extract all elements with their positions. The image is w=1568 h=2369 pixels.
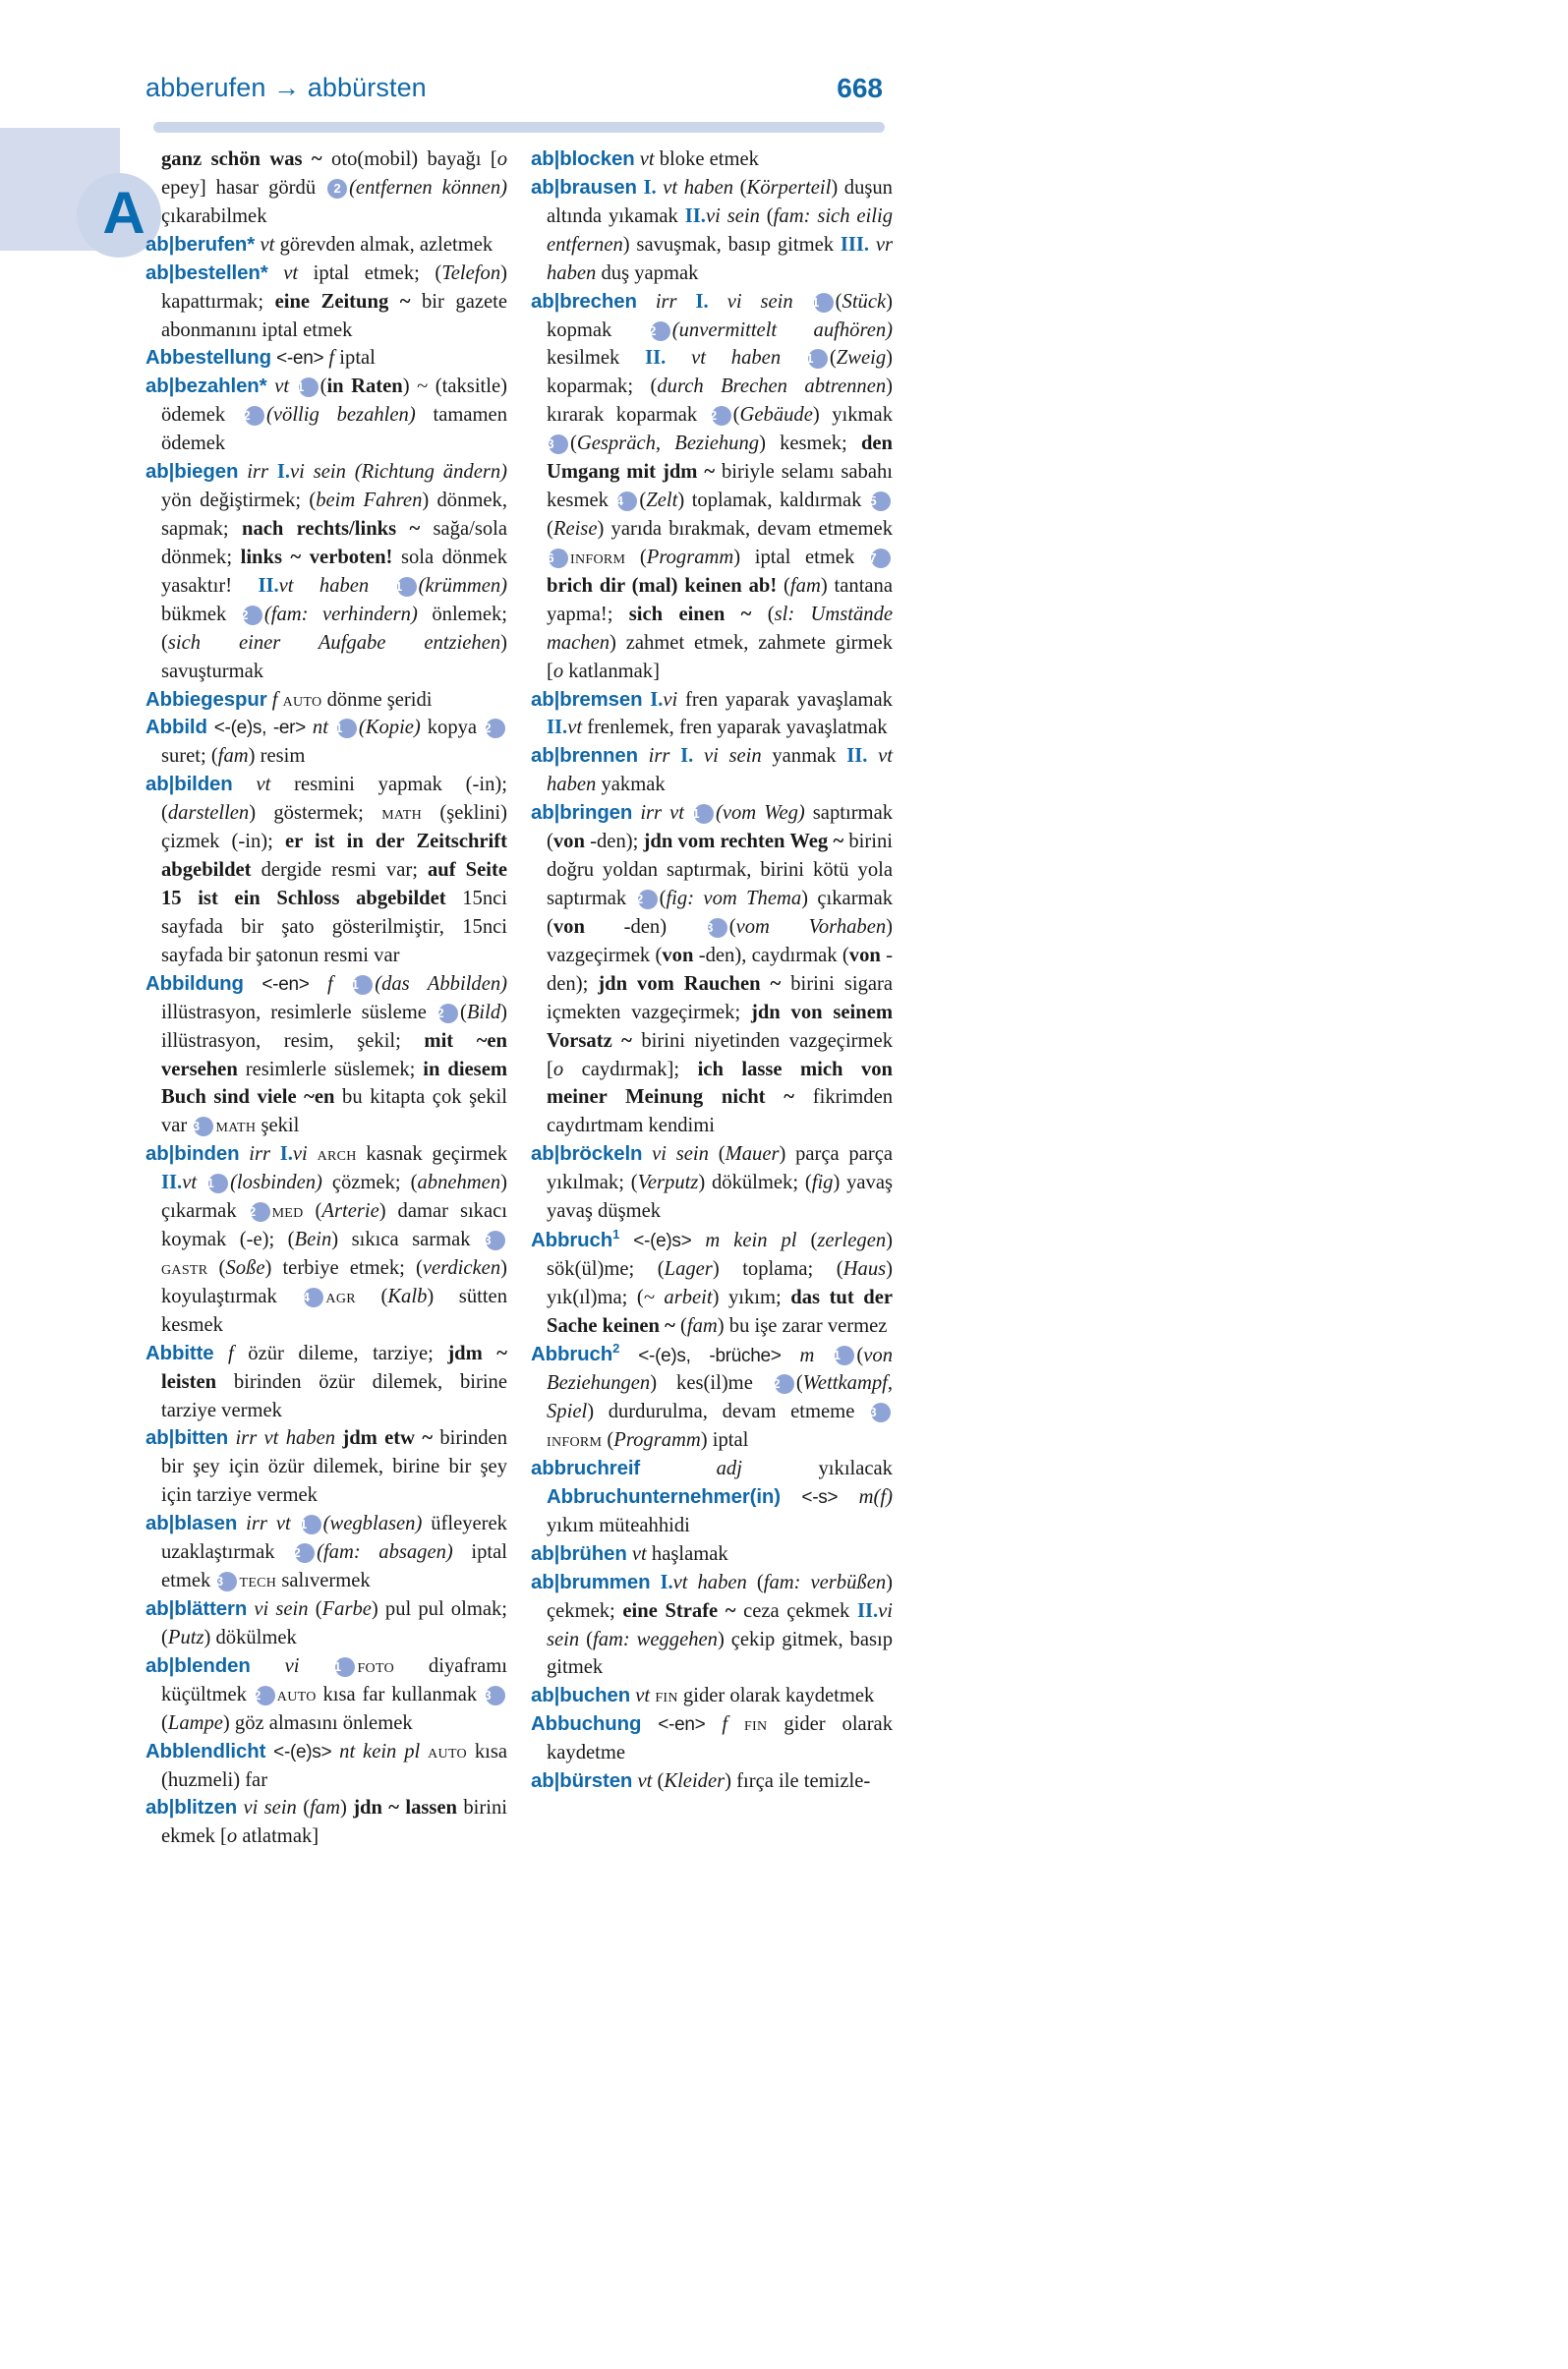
- running-head: abberufen → abbürsten: [145, 73, 427, 102]
- entry-abbruchreif: abbruchreif adj yıkılacak Abbruchunternehmer(in) <-s> m(f) yıkım müteahhidi: [531, 1458, 893, 1536]
- entry-columns: [145, 145, 893, 1851]
- entry-abblasen: ab|blasen irr vt 1 (wegblasen) üfleyerek uzaklaştırmak 2 (fam: absagen) iptal etmek 3 tech salıvermek: [145, 1513, 507, 1592]
- entry-abbitten: ab|bitten irr vt haben jdm etw ~ birinden bir şey için özür dilemek, birine bir şey için tarziye vermek: [145, 1427, 507, 1507]
- entry-abbestellung: Abbestellung <-en> f iptal: [145, 347, 376, 370]
- entry-abbringen: ab|bringen irr vt 1 (vom Weg) saptırmak (von -den); jdn vom rechten Weg ~ birini doğru yoldan saptırmak, birini kötü yola saptırmak 2 (fig: vom Thema) çıkarmak (von -den) 3 (vom Vorhaben) vazgeçirmek (von -den), caydırmak (von -den); jdn vom Rauchen ~ birini sigara içmekten vazgeçirmek; jdn von seinem Vorsatz ~ birini niyetinden vazgeçirmek [o caydırmak]; ich lasse mich von meiner Meinung nicht ~ fikrimden caydırtmam kendimi: [531, 802, 894, 1137]
- entry-abbruehen: ab|brühen vt haşlamak: [531, 1542, 728, 1565]
- entry-cont-abbauen: ganz schön was ~ oto(mobil) bayağı [o epey] hasar gördü 2 (entfernen können) çıkarabilmek: [161, 148, 507, 227]
- dictionary-page: [145, 0, 1568, 2369]
- entry-abblitzen: ab|blitzen vi sein (fam) jdn ~ lassen birini ekmek [o atlatmak]: [145, 1797, 507, 1848]
- entry-abblocken: ab|blocken vt bloke etmek: [531, 148, 759, 170]
- entry-abbinden: ab|binden irr I.vi arch kasnak geçirmek II.vt 1 (losbinden) çözmek; (abnehmen) çıkarmak 2 med (Arterie) damar sıkacı koymak (-e); (Bein) sıkıca sarmak 3gastr (Soße) terbiye etmek; (verdicken) koyulaştırmak 4 agr (Kalb) sütten kesmek: [145, 1143, 507, 1336]
- entry-abbildung: Abbildung <-en> f 1 (das Abbilden) illüstrasyon, resimlerle süsleme 2 (Bild) illüstrasyon, resim, şekil; mit ~en versehen resimlerle süslemek; in diesem Buch sind viele ~en bu kitapta çok şekil var 3 math şekil: [145, 972, 508, 1137]
- entry-abbruch1: Abbruch$^1$ <-(e)s> m kein pl (zerlegen) sök(ül)me; (Lager) toplama; (Haus) yık(ıl)ma; (~ arbeit) yıkım; das tut der Sache keinen ~ (fam) bu işe zarar vermez: [531, 1227, 893, 1337]
- entry-abbestellen: ab|bestellen* vt iptal etmek; (Telefon) kapattırmak; eine Zeitung ~ bir gazete abonmanını iptal etmek: [145, 260, 507, 341]
- entry-abbuchen: ab|buchen vt fin gider olarak kaydetmek: [531, 1685, 875, 1707]
- column-right: [531, 145, 893, 1851]
- page-number: 668: [837, 73, 883, 103]
- entry-abblendlicht: Abblendlicht <-(e)s> nt kein pl auto kısa (huzmeli) far: [145, 1740, 508, 1791]
- entry-abbitte: Abbitte f özür dileme, tarziye; jdm ~ leisten birinden özür dilemek, birine tarziye vermek: [145, 1342, 508, 1421]
- entry-abbremsen: ab|bremsen I.vi fren yaparak yavaşlamak II.vt frenlemek, fren yaparak yavaşlatmak: [531, 688, 893, 739]
- entry-abbrennen: ab|brennen irr I. vi sein yanmak II. vt haben yakmak: [531, 745, 893, 796]
- entry-abbezahlen: ab|bezahlen* vt 1 (in Raten) ~ (taksitle) ödemek 2 (völlig bezahlen) tamamen ödemek: [145, 375, 507, 455]
- entry-abbuchung: Abbuchung <-en> f fin gider olarak kaydetme: [531, 1713, 893, 1764]
- entry-abberufen: ab|berufen* vt görevden almak, azletmek: [145, 232, 494, 256]
- letter-tab-A[interactable]: A: [102, 180, 145, 246]
- column-left: [145, 145, 507, 1851]
- entry-abbild: Abbild <-(e)s, -er> nt 1 (Kopie) kopya 2suret; (fam) resim: [145, 714, 507, 771]
- entry-abbroeckeln: ab|bröckeln vi sein (Mauer) parça parça yıkılmak; (Verputz) dökülmek; (fig) yavaş yavaş düşmek: [531, 1143, 893, 1223]
- entry-abbiegespur: Abbiegespur f auto dönme şeridi: [145, 688, 433, 711]
- entry-abbruch2: Abbruch$^2$ <-(e)s, -brüche> m 1 (von Beziehungen) kes(il)me 2 (Wettkampf, Spiel) durdurulma, devam etmeme 3inform (Programm) iptal: [531, 1341, 893, 1452]
- entry-abbilden: ab|bilden vt resmini yapmak (-in); (darstellen) göstermek; math (şeklini) çizmek (-in); er ist in der Zeitschrift abgebildet dergide resmi var; auf Seite 15 ist ein Schloss abgebildet 15nci sayfada bir şato gösterilmiştir, 15nci sayfada bir şatonun resmi var: [145, 774, 507, 966]
- entry-abbrechen: ab|brechen irr I. vi sein 1 (Stück) kopmak 2 (unvermittelt aufhören) kesilmek II. vt haben 1 (Zweig) koparmak; (durch Brechen abtrennen) kırarak koparmak 2 (Gebäude) yıkmak 3 (Gespräch, Beziehung) kesmek; den Umgang mit jdm ~ biriyle selamı sabahı kesmek 4 (Zelt) toplamak, kaldırmak 5(Reise) yarıda bırakmak, devam etmemek 6 inform (Programm) iptal etmek 7brich dir (mal) keinen ab! (fam) tantana yapma!; sich einen ~ (sl: Umstände machen) zahmet etmek, zahmete girmek [o katlanmak]: [531, 290, 894, 682]
- entry-abblenden: ab|blenden vi 1 foto diyaframı küçültmek 2 auto kısa far kullanmak 3(Lampe) göz almasını önlemek: [145, 1654, 507, 1734]
- entry-abbrummen: ab|brummen I.vt haben (fam: verbüßen) çekmek; eine Strafe ~ ceza çekmek II.vi sein (fam: weggehen) çekip gitmek, basıp gitmek: [531, 1571, 894, 1679]
- entry-abbuersten: ab|bürsten vt (Kleider) fırça ile temizle-: [531, 1770, 871, 1793]
- entry-abbrausen: ab|brausen I. vt haben (Körperteil) duşun altında yıkamak II.vi sein (fam: sich eilig entfernen) savuşmak, basıp gitmek III. vr haben duş yapmak: [531, 176, 894, 284]
- header-rule: [153, 122, 885, 133]
- entry-abbiegen: ab|biegen irr I.vi sein (Richtung ändern) yön değiştirmek; (beim Fahren) dönmek, sapmak; nach rechts/links ~ sağa/sola dönmek; links ~ verboten! sola dönmek yasaktır! II.vt haben 1 (krümmen) bükmek 2 (fam: verhindern) önlemek; (sich einer Aufgabe entziehen) savuşturmak: [145, 461, 508, 682]
- left-edge-strip: [0, 0, 145, 2369]
- entry-abblaettern: ab|blättern vi sein (Farbe) pul pul olmak; (Putz) dökülmek: [145, 1598, 508, 1648]
